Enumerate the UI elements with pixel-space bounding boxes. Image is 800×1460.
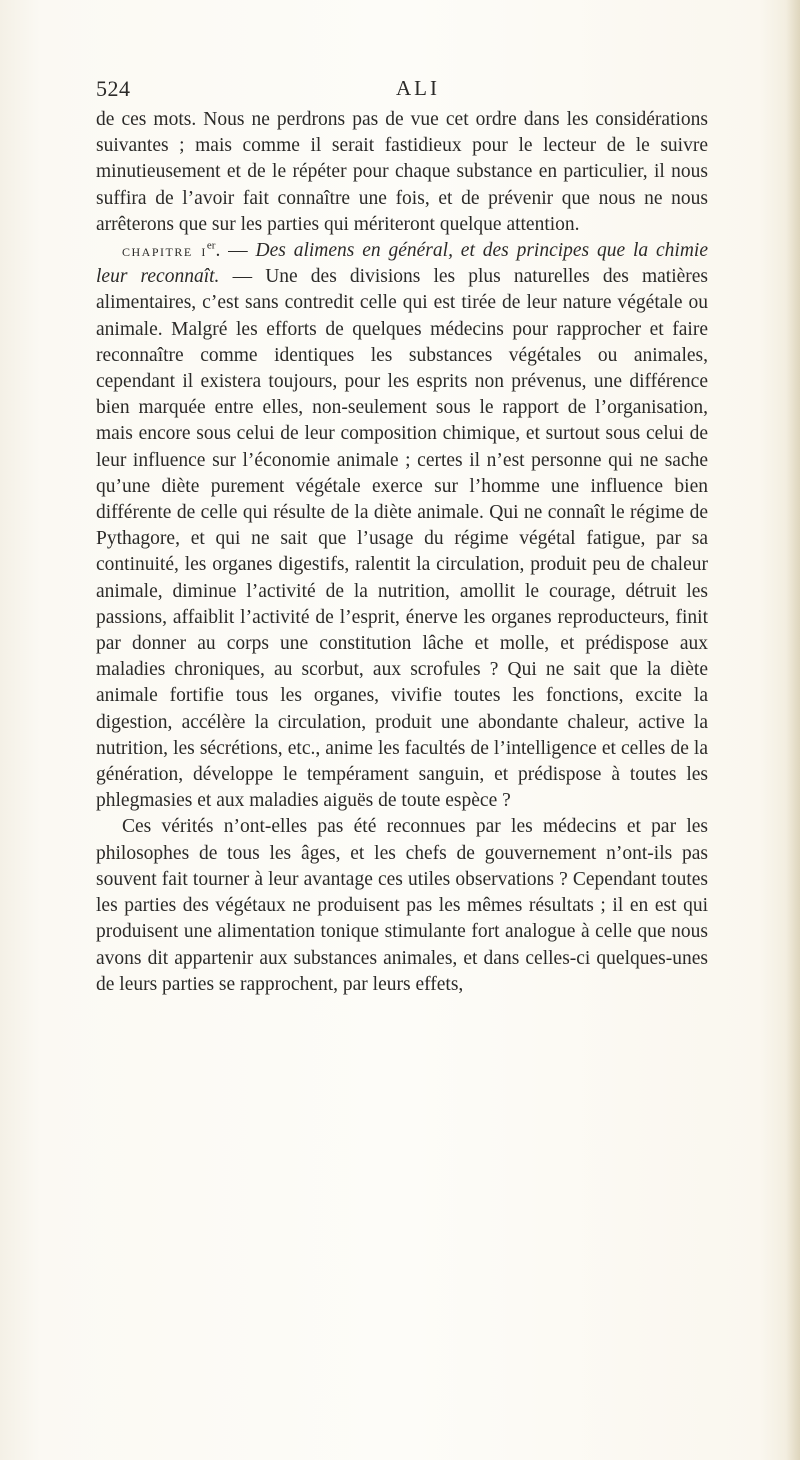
chapter-ordinal-sup: er xyxy=(206,239,216,252)
paragraph-1: de ces mots. Nous ne perdrons pas de vue cet ordre dans les considérations suivantes ; mais comme il serait fastidieux pour le lecteur de le suivre minutieusement et de le répéter pour chaque substance en particulier, il nous suffira de l’avoir fait connaître une fois, et de prévenir que nous ne nous arrêterons que sur les parties qui mériteront quelque attention. xyxy=(96,109,708,235)
chapter-separator: . — xyxy=(215,240,256,262)
chapter-label: chapitre i xyxy=(122,241,207,261)
page-header xyxy=(96,76,706,106)
paragraph-2-text: — Une des divisions les plus naturelles des matières alimentaires, c’est sans contredit celle qui est tirée de leur nature végétale ou animale. Malgré les efforts de quelques médecins pour rapprocher et faire reconnaître comme identiques les substances végétales ou animales, cependant il existera toujours, pour les esprits non prévenus, une différence bien marquée entre elles, non-seulement sous le rapport de l’organisation, mais encore sous celui de leur composition chimique, et surtout sous celui de leur influence sur l’économie animale ; certes il n’est personne qui ne sache qu’une diète purement végétale exerce sur l’homme une influence bien différente de celle qui résulte de la diète animale. Qui ne connaît le régime de Pythagore, et qui ne sait que l’usage du régime végétal fatigue, par sa continuité, les organes digestifs, ralentit la circulation, produit peu de chaleur animale, diminue l’activité de la nutrition, amollit le courage, détruit les passions, affaiblit l’activité de l’esprit, énerve les organes reproducteurs, finit par donner au corps une constitution lâche et molle, et prédispose aux maladies chroniques, au scorbut, aux scrofules ? Qui ne sait que la diète animale fortifie tous les organes, vivifie toutes les fonctions, excite la digestion, accélère la circulation, produit une abondante chaleur, active la nutrition, les sécrétions, etc., anime les facultés de l’intelligence et celles de la génération, développe le tempérament sanguin, et prédispose à toutes les phlegmasies et aux maladies aiguës de toute espèce ? xyxy=(96,266,709,812)
paragraph-2-chapter xyxy=(96,238,708,814)
running-head: ALI xyxy=(396,76,440,100)
body-text xyxy=(96,107,708,998)
page-edge-shadow xyxy=(786,0,800,1460)
paragraph-3: Ces vérités n’ont-elles pas été reconnues par les médecins et par les philosophes de tous les âges, et les chefs de gouvernement n’ont-ils pas souvent fait tourner à leur avantage ces utiles observations ? Cependant toutes les parties des végétaux ne produisent pas les mêmes résultats ; il en est qui produisent une alimentation tonique stimulante fort analogue à celle que nous avons dit appartenir aux substances animales, et dans celles-ci quelques-unes de leurs parties se rapprochent, par leurs effets, xyxy=(96,816,708,995)
page-number: 524 xyxy=(96,76,131,101)
chapter-title: Des alimens en général, et des principes que la chimie leur reconnaît. xyxy=(96,240,709,288)
